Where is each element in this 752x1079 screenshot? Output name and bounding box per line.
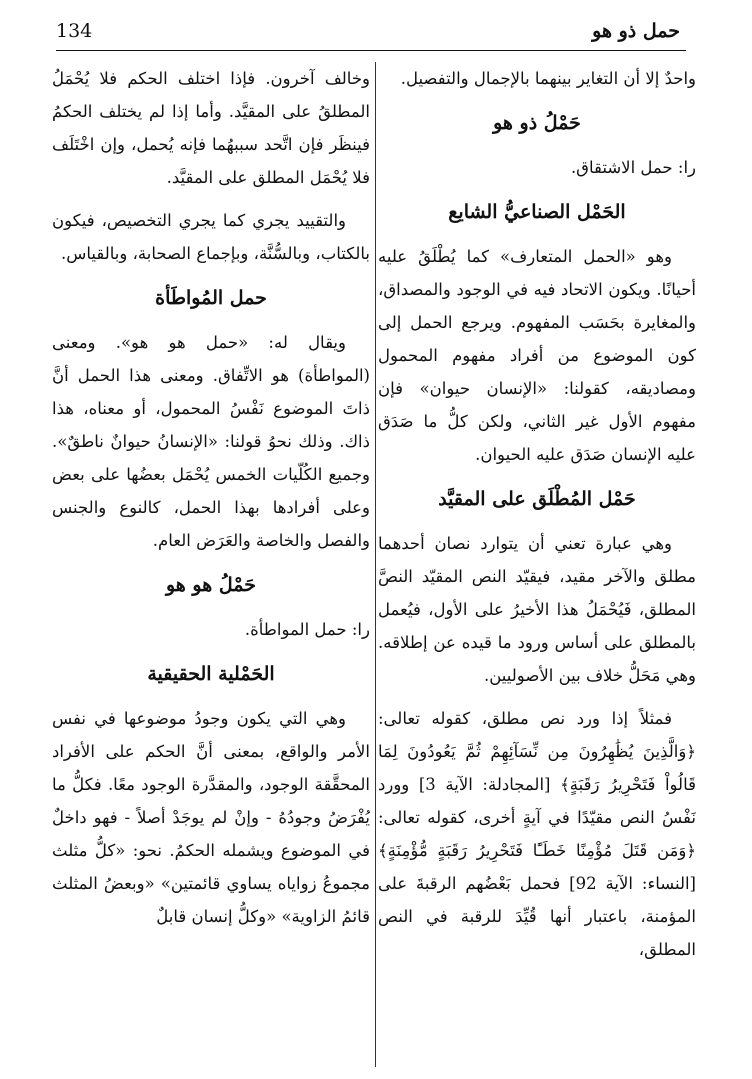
paragraph: واحدٌ إلا أن التغاير بينهما بالإجمال والتفصيل. — [400, 69, 696, 88]
paragraph: وخالف آخرون. فإذا اختلف الحكم فلا يُحْمَلُ المطلقُ على المقيَّد. وأما إذا لم يختلف الحكمُ فينظَر فإن اتَّحد سببهُما فإنه يُحمل، وإن اخْتَلَف فلا يُحْمَل المطلق على المقيَّد. — [52, 69, 370, 187]
paragraph: فمثلاً إذا ورد نص مطلق، كقوله تعالى: ﴿وَالَّذِينَ يُظَٰهِرُونَ مِن نِّسَآئِهِمْ ثُمَّ يَعُودُونَ لِمَا قَالُواْ فَتَحْرِيرُ رَقَبَةٍ﴾ [المجادلة: الآية 3] وورد نَفْسُ النص مقيّدًا في آيةٍ أخرى، كقوله تعالى: ﴿وَمَن قَتَلَ مُؤْمِنًا خَطَـًٔا فَتَحْرِيرُ رَقَبَةٍ مُّؤْمِنَةٍ﴾ [النساء: الآية 92] فحمل بَعْضُهم الرقبةَ على المؤمنة، باعتبار أنها قُيِّدَ للرقبة في النص المطلق، — [378, 709, 696, 959]
right-column — [378, 62, 696, 1067]
column-divider — [375, 62, 376, 1067]
entry-heading: حَمْلُ ذو هو — [493, 112, 581, 134]
running-title: حمل ذو هو — [592, 20, 680, 42]
entry-heading: حمل المُواطَأة — [155, 287, 267, 309]
paragraph: وهو «الحمل المتعارف» كما يُطْلَقُ عليه أحيانًا. ويكون الاتحاد فيه في الوجود والمصداق، والمغايرة بحَسَب المفهوم. ويرجع الحمل إلى كون الموضوع من أفراد مفهوم المحمول ومصاديقه، كقولنا: «الإنسان حيوان» فإن مفهوم الأول غير الثاني، ولكن كلُّ ما صَدَق عليه الإنسان صَدَق عليه الحيوان. — [378, 247, 696, 464]
left-column — [52, 62, 370, 1067]
paragraph: ويقال له: «حمل هو هو». ومعنى (المواطأة) هو الاتِّفاق. ومعنى هذا الحمل أنَّ ذاتَ الموضوع نَفْسُ المحمول، أو معناه، هذا ذاك. وذلك نحوُ قولنا: «الإنسانُ حيوانٌ ناطقٌ». وجميع الكُلّيات الخمس يُحْمَل بعضُها على بعض وعلى أفرادها بهذا الحمل، كالنوع والجنس والفصل والخاصة والعَرَض العام. — [52, 333, 370, 550]
paragraph: را: حمل الاشتقاق. — [570, 158, 696, 177]
paragraph: والتقييد يجري كما يجري التخصيص، فيكون بالكتاب، وبالسُّنَّة، وبإجماع الصحابة، وبالقياس. — [52, 211, 370, 263]
entry-heading: حَمْل المُطْلَق على المقيَّد — [438, 488, 636, 510]
paragraph: وهي التي يكون وجودُ موضوعها في نفس الأمر والواقع، بمعنى أنَّ الحكم على الأفراد المحقَّقة الوجود، والمقدَّرة الوجود معًا. فكلُّ ما يُفْرَضُ وجودُهُ - وإنْ لم يوجَدْ أصلاً - فهو داخلٌ في الموضوع ويشمله الحكمُ. نحو: «كلُّ مثلث مجموعُ زواياه يساوي قائمتين» «وبعضُ المثلث قائمُ الزاوية» «وكلُّ إنسان قابلٌ — [52, 709, 370, 926]
paragraph: وهي عبارة تعني أن يتوارد نصان أحدهما مطلق والآخر مقيد، فيقيّد النص المقيّد النصَّ المطلق، فَيُحْمَلُ هذا الأخيرُ على الأول، فيُعمل بالمطلق على أساس ورود ما قيده عن إطلاقه. وهي مَحَلُّ خلاف بين الأصوليين. — [378, 534, 696, 685]
running-head — [56, 20, 680, 48]
entry-heading: حَمْلُ هو هو — [165, 574, 257, 596]
paragraph: را: حمل المواطأة. — [244, 620, 370, 639]
page-number: 134 — [56, 20, 93, 42]
entry-heading: الحَمْلية الحقيقية — [147, 663, 275, 685]
entry-heading: الحَمْل الصناعيُّ الشايع — [448, 201, 626, 223]
header-rule — [56, 50, 686, 51]
